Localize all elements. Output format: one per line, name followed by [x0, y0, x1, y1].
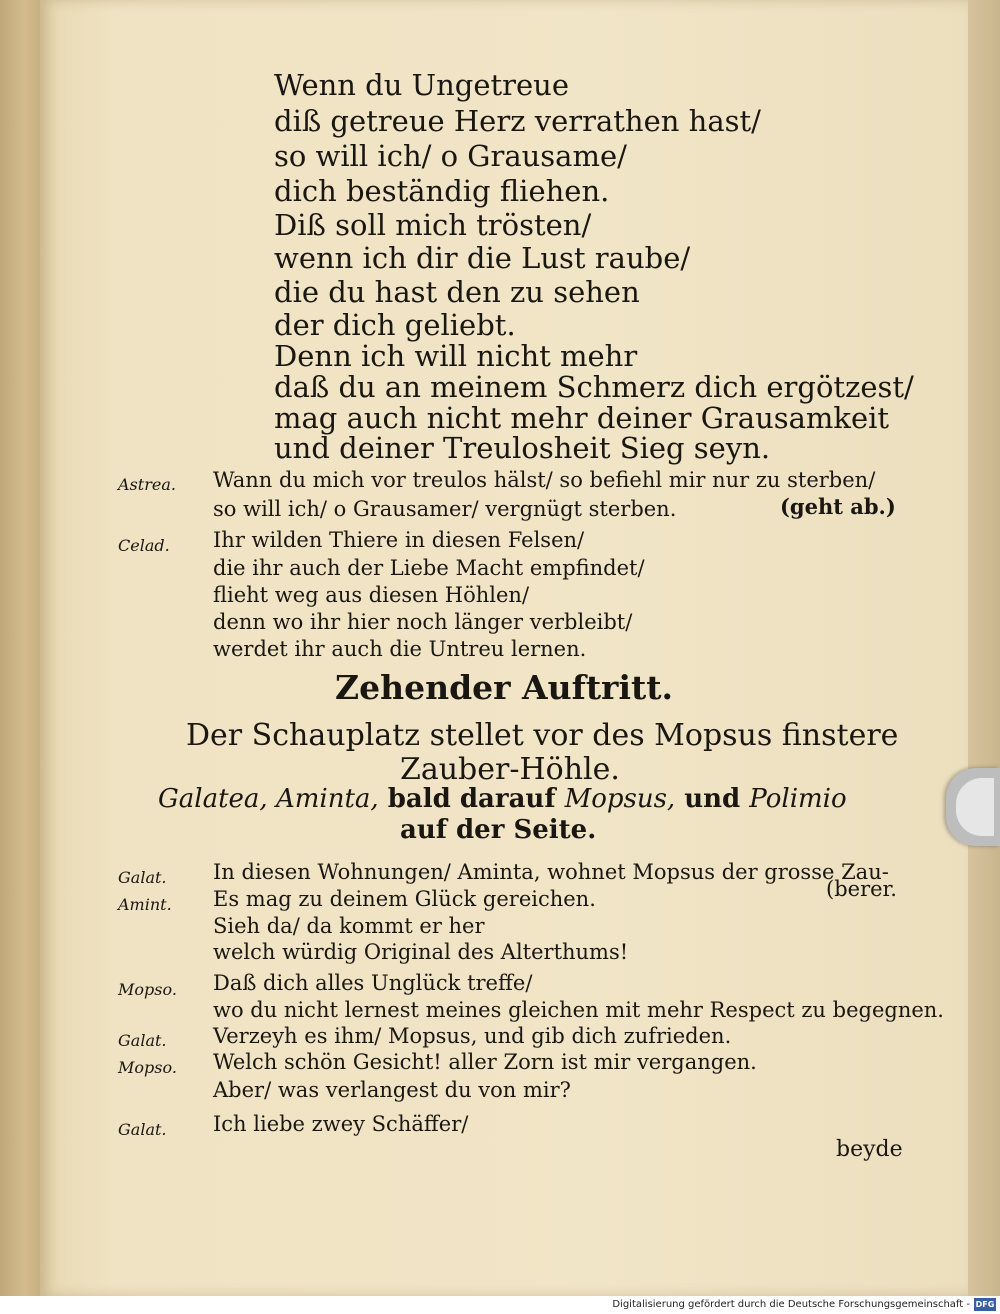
verse-line: dich beständig fliehen.: [274, 174, 610, 208]
dialogue-line: flieht weg aus diesen Höhlen/: [213, 583, 530, 607]
dialogue-line: Verzeyh es ihm/ Mopsus, und gib dich zufrieden.: [213, 1024, 732, 1048]
speaker-label: Astrea.: [118, 475, 176, 494]
speaker-label: Galat.: [118, 1120, 167, 1139]
cast-name: Mopsus,: [564, 784, 676, 814]
dfg-logo: DFG: [975, 1300, 995, 1309]
color-checker-tab-inner: [956, 778, 994, 836]
speaker-label: Celad.: [118, 536, 170, 555]
speaker-label: Mopso.: [118, 980, 177, 999]
word-continuation: (berer.: [826, 877, 897, 901]
verse-line: wenn ich dir die Lust raube/: [274, 241, 691, 275]
dialogue-line: Es mag zu deinem Glück gereichen.: [213, 887, 596, 911]
scene-setting: Der Schauplatz stellet vor des Mopsus finstere: [186, 718, 899, 753]
dialogue-line: denn wo ihr hier noch länger verbleibt/: [213, 610, 633, 634]
cast-connector: und: [675, 784, 750, 814]
dialogue-line: Sieh da/ da kommt er her: [213, 914, 485, 938]
dialogue-line: Aber/ was verlangest du von mir?: [213, 1078, 571, 1102]
dialogue-line: Ihr wilden Thiere in diesen Felsen/: [213, 528, 585, 552]
speaker-label: Galat.: [118, 1031, 167, 1050]
speaker-label: Amint.: [118, 895, 172, 914]
verse-line: und deiner Treulosheit Sieg seyn.: [274, 431, 771, 465]
dialogue-line: Ich liebe zwey Schäffer/: [213, 1112, 469, 1136]
cast-connector: bald darauf: [378, 784, 565, 814]
dialogue-line: In diesen Wohnungen/ Aminta, wohnet Mopsus der grosse Zau-: [213, 860, 889, 884]
footer-bar: [0, 1296, 1000, 1314]
dialogue-line: Wann du mich vor treulos hälst/ so befiehl mir nur zu sterben/: [213, 468, 876, 492]
verse-line: mag auch nicht mehr deiner Grausamkeit: [274, 401, 890, 435]
verse-line: die du hast den zu sehen: [274, 275, 640, 309]
verse-line: so will ich/ o Grausame/: [274, 139, 627, 173]
speaker-label: Galat.: [118, 868, 167, 887]
verse-line: daß du an meinem Schmerz dich ergötzest/: [274, 370, 914, 404]
book-left-edge: [0, 0, 40, 1300]
verse-line: Denn ich will nicht mehr: [274, 339, 638, 373]
scene-title: Zehender Auftritt.: [335, 668, 673, 707]
dialogue-line: werdet ihr auch die Untreu lernen.: [213, 637, 587, 661]
verse-line: Wenn du Ungetreue: [274, 68, 569, 102]
catchword: beyde: [836, 1137, 903, 1162]
dialogue-line: die ihr auch der Liebe Macht empfindet/: [213, 556, 645, 580]
speaker-label: Mopso.: [118, 1058, 177, 1077]
scene-setting: Zauber-Höhle.: [400, 752, 620, 787]
dialogue-line: Welch schön Gesicht! aller Zorn ist mir vergangen.: [213, 1050, 757, 1074]
dialogue-line: wo du nicht lernest meines gleichen mit mehr Respect zu begegnen.: [213, 998, 944, 1022]
cast-name: Galatea, Aminta,: [158, 784, 379, 814]
cast-name: Polimio: [749, 784, 847, 814]
dialogue-line: welch würdig Original des Alterthums!: [213, 940, 629, 964]
verse-line: der dich geliebt.: [274, 308, 516, 342]
funding-notice: Digitalisierung gefördert durch die Deutsche Forschungsgemeinschaft -: [612, 1299, 970, 1310]
dialogue-line: Daß dich alles Unglück treffe/: [213, 971, 533, 995]
stage-direction: (geht ab.): [780, 494, 896, 519]
verse-line: diß getreue Herz verrathen hast/: [274, 104, 761, 138]
cast-list: [158, 784, 847, 814]
cast-list-continued: auf der Seite.: [400, 815, 597, 845]
verse-line: Diß soll mich trösten/: [274, 208, 592, 242]
book-right-edge: [968, 0, 1000, 1296]
dialogue-line: so will ich/ o Grausamer/ vergnügt sterben.: [213, 497, 677, 521]
